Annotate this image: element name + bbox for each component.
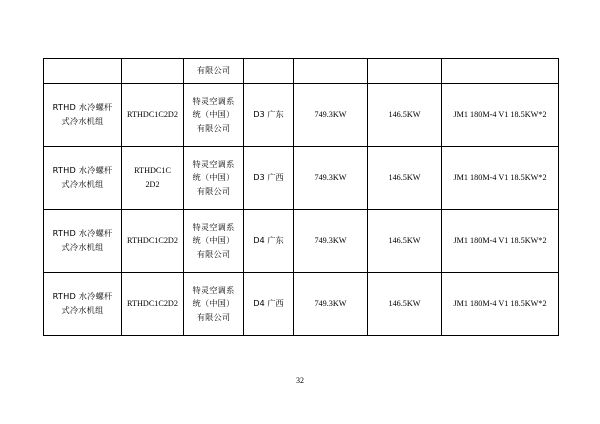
manufacturer-line-1: 特灵空调系: [192, 158, 235, 169]
cell-model-code: [122, 59, 184, 84]
manufacturer-line-1: 特灵空调系: [192, 284, 235, 295]
cell-area-code: D3 广西: [244, 147, 294, 210]
cell-model-code: RTHDC1C2D2: [122, 273, 184, 336]
model-code-line-1: RTHDC1C: [134, 166, 171, 176]
cell-product-name: [44, 210, 122, 273]
manufacturer-line-3: 有限公司: [196, 122, 231, 133]
manufacturer-line-1: 特灵空调系: [192, 221, 235, 232]
cell-product-name: [44, 273, 122, 336]
cell-spec: [442, 59, 559, 84]
cell-manufacturer: [184, 210, 244, 273]
cell-power: 146.5KW: [368, 147, 442, 210]
cell-spec: JM1 180M-4 V1 18.5KW*2: [442, 147, 559, 210]
cell-model-code: RTHDC1C2D2: [122, 84, 184, 147]
cell-capacity: [294, 59, 368, 84]
page-number: 32: [296, 376, 304, 385]
table-row: [44, 84, 559, 147]
cell-capacity: 749.3KW: [294, 210, 368, 273]
cell-model-code: RTHDC1C2D2: [122, 210, 184, 273]
cell-area-code: D4 广东: [244, 210, 294, 273]
manufacturer-line-3: 有限公司: [196, 311, 231, 322]
cell-product-name: [44, 147, 122, 210]
product-name-line-1: RTHD 水冷螺杆: [52, 165, 113, 176]
cell-area-code: D3 广东: [244, 84, 294, 147]
cell-power: 146.5KW: [368, 84, 442, 147]
product-name-line-1: RTHD 水冷螺杆: [52, 291, 113, 302]
manufacturer-line-2: 统（中国）: [192, 298, 235, 309]
cell-capacity: 749.3KW: [294, 147, 368, 210]
manufacturer-line-3: 有限公司: [196, 248, 231, 259]
product-table: [43, 58, 559, 336]
manufacturer-line-2: 统（中国）: [192, 172, 235, 183]
product-name-line-2: 式冷水机组: [61, 305, 104, 315]
cell-model-code: [122, 147, 184, 210]
model-code-line-2: 2D2: [145, 180, 160, 189]
cell-power: [368, 59, 442, 84]
product-name-line-2: 式冷水机组: [61, 242, 104, 252]
cell-area-code: [244, 59, 294, 84]
table-row: [44, 147, 559, 210]
manufacturer-line-2: 统（中国）: [192, 235, 235, 246]
table-row: [44, 210, 559, 273]
manufacturer-line-1: 特灵空调系: [192, 95, 235, 106]
cell-capacity: 749.3KW: [294, 84, 368, 147]
manufacturer-line-2: 统（中国）: [192, 109, 235, 120]
product-table-container: [43, 58, 558, 336]
product-name-line-1: RTHD 水冷螺杆: [52, 102, 113, 113]
product-name-line-2: 式冷水机组: [61, 116, 104, 126]
product-name-line-2: 式冷水机组: [61, 179, 104, 189]
cell-product-name: [44, 84, 122, 147]
cell-area-code: D4 广西: [244, 273, 294, 336]
product-name-line-1: RTHD 水冷螺杆: [52, 228, 113, 239]
cell-manufacturer: [184, 273, 244, 336]
cell-spec: JM1 180M-4 V1 18.5KW*2: [442, 84, 559, 147]
table-row: [44, 273, 559, 336]
cell-manufacturer: [184, 147, 244, 210]
cell-power: 146.5KW: [368, 273, 442, 336]
cell-manufacturer: 有限公司: [184, 59, 244, 84]
cell-power: 146.5KW: [368, 210, 442, 273]
cell-spec: JM1 180M-4 V1 18.5KW*2: [442, 210, 559, 273]
manufacturer-line-3: 有限公司: [196, 185, 231, 196]
cell-spec: JM1 180M-4 V1 18.5KW*2: [442, 273, 559, 336]
table-row: [44, 59, 559, 84]
cell-product-name: [44, 59, 122, 84]
cell-capacity: 749.3KW: [294, 273, 368, 336]
cell-manufacturer: [184, 84, 244, 147]
